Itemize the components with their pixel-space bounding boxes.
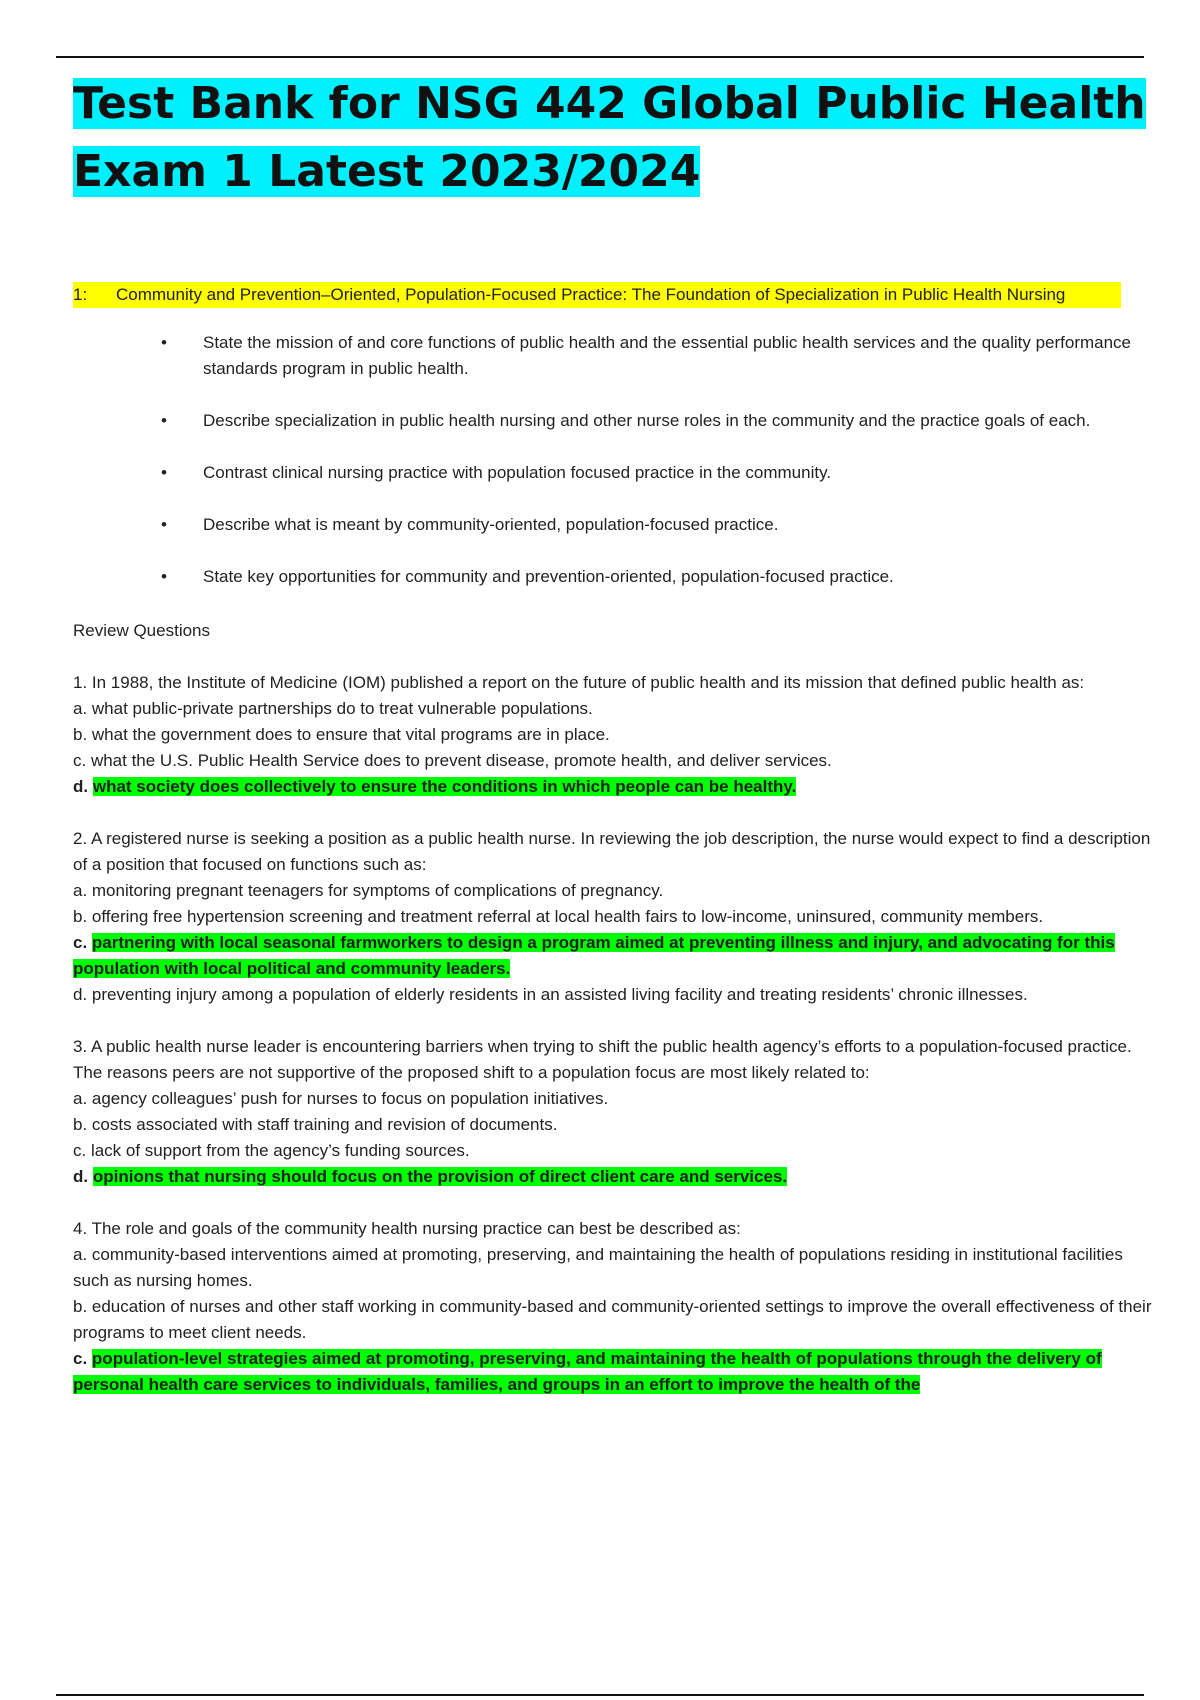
question-stem: 2. A registered nurse is seeking a position as a public health nurse. In reviewing the job description, the nurse would expect to find a description of a position that focused on functions such as:: [73, 829, 1151, 874]
document-page: [73, 70, 1163, 1398]
option-a: a. monitoring pregnant teenagers for symptoms of complications of pregnancy.: [73, 881, 664, 900]
option-a: a. what public-private partnerships do to treat vulnerable populations.: [73, 699, 593, 718]
bullet-icon: •: [161, 515, 167, 534]
question-stem: 4. The role and goals of the community health nursing practice can best be described as:: [73, 1219, 741, 1238]
option-b: b. what the government does to ensure that vital programs are in place.: [73, 725, 610, 744]
objective-item: • Describe what is meant by community-oriented, population-focused practice.: [73, 512, 1163, 538]
option-a: a. community-based interventions aimed at promoting, preserving, and maintaining the health of populations residing in institutional facilities such as nursing homes.: [73, 1245, 1123, 1290]
question-stem: 1. In 1988, the Institute of Medicine (IOM) published a report on the future of public health and its mission that defined public health as:: [73, 673, 1085, 692]
chapter-heading: [73, 282, 1163, 308]
section-label: Review Questions: [73, 621, 211, 640]
question-4: [73, 1216, 1163, 1398]
option-c: c. what the U.S. Public Health Service does to prevent disease, promote health, and deliver services.: [73, 751, 832, 770]
option-d-correct: d. opinions that nursing should focus on the provision of direct client care and services.: [73, 1167, 788, 1186]
bullet-icon: •: [161, 567, 167, 586]
objective-item: • State the mission of and core functions of public health and the essential public health services and the quality performance standards program in public health.: [73, 330, 1163, 382]
chapter-title: Community and Prevention–Oriented, Population-Focused Practice: The Foundation of Specialization in Public Health Nursing: [116, 285, 1066, 304]
bottom-rule: [56, 1694, 1144, 1696]
option-d: d. preventing injury among a population of elderly residents in an assisted living facility and treating residents’ chronic illnesses.: [73, 985, 1028, 1004]
question-3: [73, 1034, 1163, 1190]
learning-objectives: [73, 330, 1163, 590]
objective-item: • State key opportunities for community and prevention-oriented, population-focused practice.: [73, 564, 1163, 590]
option-c-correct: c. partnering with local seasonal farmworkers to design a program aimed at preventing illness and injury, and advocating for this population with local political and community leaders.: [73, 933, 1115, 978]
question-stem: 3. A public health nurse leader is encountering barriers when trying to shift the public health agency’s efforts to a population-focused practice. The reasons peers are not supportive of the proposed shift to a population focus are most likely related to:: [73, 1037, 1132, 1082]
bullet-icon: •: [161, 463, 167, 482]
option-a: a. agency colleagues’ push for nurses to focus on population initiatives.: [73, 1089, 609, 1108]
bullet-icon: •: [161, 411, 167, 430]
top-rule: [56, 56, 1144, 58]
option-c-correct: c. population-level strategies aimed at promoting, preserving, and maintaining the health of populations through the delivery of personal health care services to individuals, families, and groups in an effort to improve the health of the: [73, 1349, 1102, 1394]
objective-item: • Describe specialization in public health nursing and other nurse roles in the community and the practice goals of each.: [73, 408, 1163, 434]
option-b: b. education of nurses and other staff working in community-based and community-oriented settings to improve the overall effectiveness of their programs to meet client needs.: [73, 1297, 1152, 1342]
chapter-number: 1:: [73, 285, 88, 304]
bullet-icon: •: [161, 333, 167, 352]
question-1: [73, 670, 1163, 800]
option-b: b. offering free hypertension screening and treatment referral at local health fairs to low-income, uninsured, community members.: [73, 907, 1044, 926]
objective-item: • Contrast clinical nursing practice with population focused practice in the community.: [73, 460, 1163, 486]
option-c: c. lack of support from the agency’s funding sources.: [73, 1141, 470, 1160]
option-d-correct: d. what society does collectively to ensure the conditions in which people can be healthy.: [73, 777, 797, 796]
question-2: [73, 826, 1163, 1008]
document-title: Test Bank for NSG 442 Global Public Health Exam 1 Latest 2023/2024: [73, 78, 1146, 197]
option-b: b. costs associated with staff training and revision of documents.: [73, 1115, 558, 1134]
